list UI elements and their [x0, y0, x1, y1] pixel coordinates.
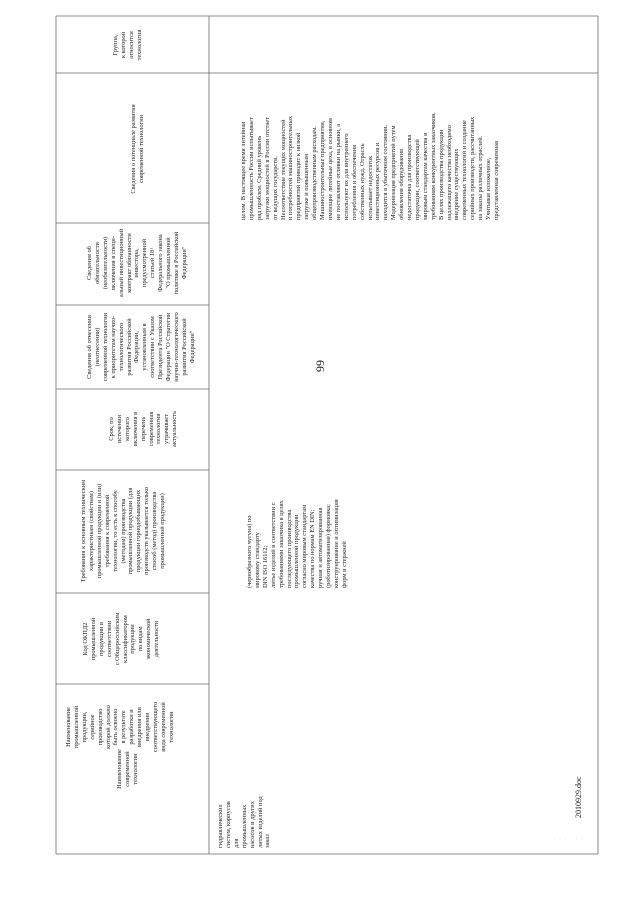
header-tech-name: Наименование современной технологии: [116, 749, 139, 789]
header-investment-obligations: Сведения об обязательности (необязательности) включения в специ- альный инвестиционный контракт обязанности инвестора, предусмотренной статьей 18¹ Федерального закона "О промышленной политике в Российской Федерации": [86, 228, 188, 298]
header-development-potential: Сведения о потенциале развития современной технологии: [130, 104, 145, 194]
header-requirements: Требования к основным техническим характеристикам (свойствам) промышленной продукции и (или) требования к современной технологии, то есть к способу (методам) производства промышленной продукции (для продукции горнодобывающих производств указывается только способ (метод) производства промышленной продукции): [80, 479, 167, 583]
cell-development-potential: целом. В настоящее время литейная промышленность России испытывает ряд проблем. Средний уровень загрузки мощностей в России отстает от ведущих государств. Несоответствие текущих мощностей и потребностей машиностроительных предприятий приводит к низкой загрузке и повышенным общепроизводственным расходам. Машиностроительные предприятия, имеющие литейные цеха, в основном не поставляют отливки на рынки, а используют их для внутреннего потребления и обеспечения собственных нужд. Отрасль испытывает недостаток инвестиционных ресурсов и находится в убыточном состоянии. Модернизация предприятий путем обновления оборудования недостаточна для производства продукции, соответствующей мировым стандартам качества и требованиям конкурентных заказчиков. В целях производства продукции надлежащего качества необходимо внедрение существующих современных технологий и создание серийных производств, рассчитанных на заказы различных отраслей. Учитывая изложенное, представленная современная: [240, 112, 500, 220]
header-strategy-relation: Сведения об отнесении (неотнесении) современной технологии к приоритетам научно- технологического развития Российской Федерации, установленным в соответствии с Указом Президента Российской Федерации "О Стратегии научно-технологического развития Российской Федерации": [86, 312, 196, 382]
header-okpd2-code: Код ОКПД2 промышленной продукции в соответствии с Общероссийским классификатором продукции по видам экономической деятельности: [82, 612, 161, 666]
cell-requirements: (чернобразного чугуна) по мировому стандарту DIN ISO 16112; литье изделий в соответствии с требованиями заказчика в целях последующего производства промышленной продукции согласно мировым стандартам качества по нормам EN DIN; ручная и автоматизированная (роботизированная) формовка; конструирование и оптимизация форм и стержней: [246, 499, 348, 588]
header-relevance-term: Срок, по истечении которого включения в перечень современная технология утрачивает актуальность: [108, 411, 179, 447]
header-technology-group: Группа, к которой относится технология: [112, 29, 143, 61]
cell-tech-name: гидравлических систем, корпусов для промышленных насосов и других литых изделий под заказ: [217, 796, 272, 848]
header-product-name: Наименование промышленной продукции, серийное производство которой должно быть освоено в результате разработки и внедрения или внедрения соответствующего вида современной технологии: [65, 701, 175, 753]
document-footer-code: 2010929.doc: [574, 776, 583, 818]
scan-artifact-text: · · · · · · · ·: [548, 836, 590, 842]
page-number: 99: [313, 360, 327, 372]
